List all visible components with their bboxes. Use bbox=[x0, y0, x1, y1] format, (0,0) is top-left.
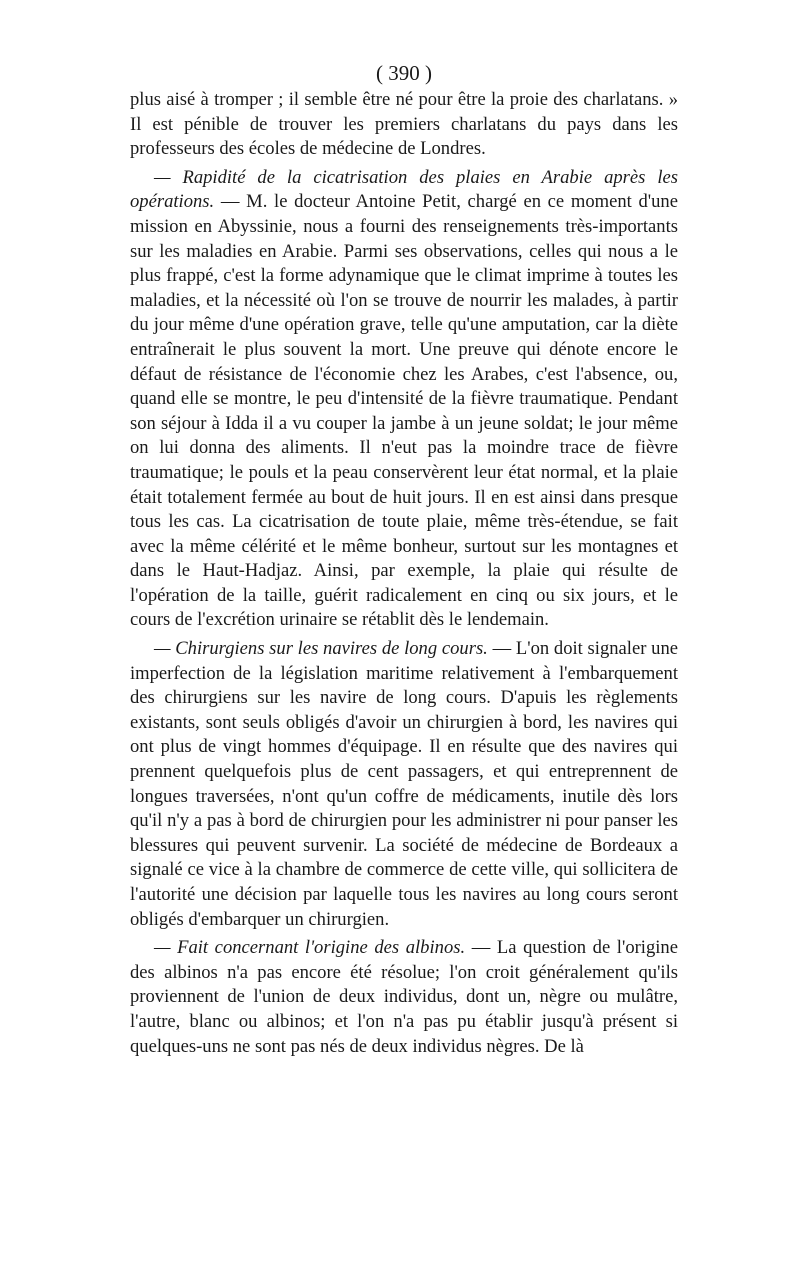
paragraph-albinos bbox=[130, 936, 678, 1059]
page-number: ( 390 ) bbox=[376, 61, 432, 85]
body-text bbox=[130, 88, 678, 1059]
paragraph-arabie bbox=[130, 166, 678, 633]
paragraph-continuation bbox=[130, 88, 678, 162]
section-heading: — Rapidité de la cicatrisation des plaies en Arabie après les opérations. bbox=[130, 166, 678, 213]
section-heading: — Chirurgiens sur les navires de long cours. bbox=[154, 638, 488, 660]
paragraph-text: — L'on doit signaler une imperfection de la législation maritime relativement à l'embarquement des chirurgiens sur les navire de long cours. D'apuis les règlements existants, sont seuls obligés d'avoir un chirurgien à bord, les navires qui ont plus de vingt hommes d'équipage. Il en résulte que des navires qui prennent quelquefois plus de cent passagers, et qui entreprennent de longues traversées, n'ont qu'un coffre de médicaments, inutile dès lors qu'il n'y a pas à bord de chirurgien pour les administrer ni pour panser les blessures qui peuvent survenir. La société de médecine de Bordeaux a signalé ce vice à la chambre de commerce de cette ville, qui sollicitera de l'autorité une décision par laquelle tous les navires au long cours seront obligés d'embarquer un chirurgien. bbox=[130, 638, 678, 930]
paragraph-chirurgiens bbox=[130, 637, 678, 932]
paragraph-text: — La question de l'origine des albinos n'a pas encore été résolue; l'on croit généralement qu'ils proviennent de l'union de deux individus, dont un, nègre ou mulâtre, l'autre, blanc ou albinos; et l'on n'a pas pu établir jusqu'à présent si quelques-uns ne sont pas nés de deux individus nègres. De là bbox=[130, 937, 678, 1057]
book-page bbox=[130, 60, 678, 1059]
paragraph-text: plus aisé à tromper ; il semble être né pour être la proie des charlatans. » Il est pénible de trouver les premiers charlatans du pays dans les professeurs des écoles de médecine de Londres. bbox=[130, 89, 678, 160]
section-heading: — Fait concernant l'origine des albinos. bbox=[154, 937, 466, 959]
paragraph-text: — M. le docteur Antoine Petit, chargé en ce moment d'une mission en Abyssinie, nous a fourni des renseignements très-importants sur les maladies en Arabie. Parmi ses observations, celles qui nous a le plus frappé, c'est la forme adynamique que le climat imprime à toutes les maladies, et la nécessité où l'on se trouve de nourrir les malades, à partir du jour même d'une opération grave, telle qu'une amputation, car la diète entraînerait le plus souvent la mort. Une preuve qui dénote encore le défaut de résistance de l'économie chez les Arabes, c'est l'absence, ou, quand elle se montre, le peu d'intensité de la fièvre traumatique. Pendant son séjour à Idda il a vu couper la jambe à un jeune soldat; le jour même on lui donna des aliments. Il n'eut pas la moindre trace de fièvre traumatique; le pouls et la peau conservèrent leur état normal, et la plaie était totalement fermée au bout de huit jours. Il en est ainsi dans presque tous les cas. La cicatrisation de toute plaie, même très-étendue, se fait avec la même célérité et le même bonheur, surtout sur les montagnes et dans le Haut-Hadjaz. Ainsi, par exemple, la plaie qui résulte de l'opération de la taille, guérit radicalement en cinq ou six jours, et le cours de l'excrétion urinaire se rétablit dès le lendemain. bbox=[130, 191, 678, 631]
